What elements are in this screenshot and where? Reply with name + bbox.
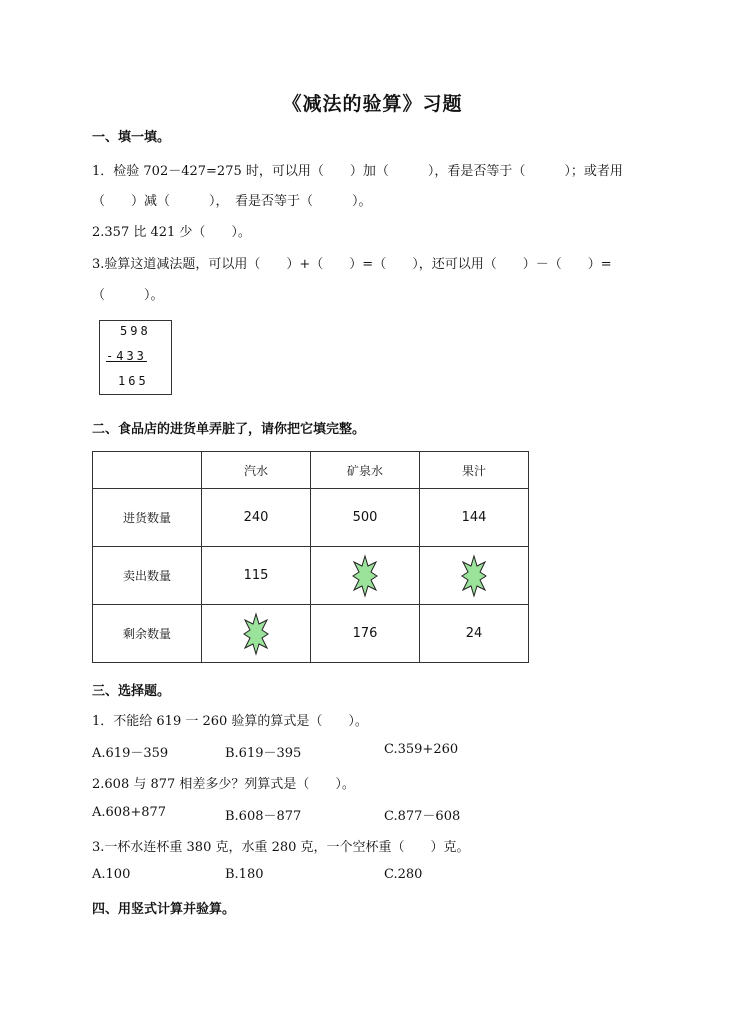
table-header-soda: 汽水 (202, 452, 311, 489)
table-row (93, 489, 529, 547)
section1-q3-line1: 3.验算这道减法题，可以用（ ）+（ ）=（ ），还可以用（ ）－（ ）= (92, 257, 612, 272)
section1-q1-line2: （ ）减（ ）， 看是否等于（ ）。 (92, 194, 372, 209)
stain-burst-icon (352, 554, 378, 598)
inventory-table (92, 451, 529, 663)
section1-q1-line1: 1．检验 702－427=275 时，可以用（ ）加（ ），看是否等于（ ）；或者用 (92, 164, 623, 179)
q1-option-c: C.359+260 (384, 742, 459, 757)
q3-option-a: A.100 (92, 867, 131, 882)
q1-option-b: B.619－395 (225, 746, 302, 761)
section2-heading: 二、食品店的进货单弄脏了，请你把它填完整。 (92, 422, 366, 437)
q2-option-c: C.877－608 (384, 809, 461, 824)
q3-option-c: C.280 (384, 867, 423, 882)
table-header-empty (93, 452, 202, 489)
stain-burst-icon (461, 554, 487, 598)
table-header-juice: 果汁 (420, 452, 529, 489)
stain-burst-icon (243, 612, 269, 656)
calc-difference: 165 (118, 374, 149, 388)
table-header-water: 矿泉水 (311, 452, 420, 489)
page-title: 《减法的验算》习题 (282, 93, 463, 115)
cell-stock-water: 500 (311, 489, 420, 547)
section3-q2: 2.608 与 877 相差多少？列算式是（ ）。 (92, 777, 355, 792)
q2-option-b: B.608－877 (225, 809, 302, 824)
cell-stock-soda: 240 (202, 489, 311, 547)
cell-sold-water (311, 547, 420, 605)
cell-remaining-soda (202, 605, 311, 663)
calc-minuend: 598 (120, 324, 151, 338)
row-label-stock: 进货数量 (93, 489, 202, 547)
section4-heading: 四、用竖式计算并验算。 (92, 902, 236, 917)
calc-subtrahend: -433 (106, 349, 147, 363)
cell-sold-juice (420, 547, 529, 605)
subtraction-box (99, 320, 172, 395)
table-row (93, 605, 529, 663)
section1-heading: 一、填一填。 (92, 130, 171, 145)
q1-option-a: A.619－359 (92, 746, 169, 761)
section1-q3-line2: （ ）。 (92, 288, 164, 303)
section1-q2: 2.357 比 421 少（ ）。 (92, 225, 251, 240)
section3-q3: 3.一杯水连杯重 380 克，水重 280 克，一个空杯重（ ）克。 (92, 840, 470, 855)
row-label-sold: 卖出数量 (93, 547, 202, 605)
section3-heading: 三、选择题。 (92, 684, 171, 699)
table-row (93, 547, 529, 605)
q3-option-b: B.180 (225, 867, 264, 882)
q2-option-a: A.608+877 (92, 805, 167, 820)
cell-remaining-water: 176 (311, 605, 420, 663)
cell-stock-juice: 144 (420, 489, 529, 547)
cell-sold-soda: 115 (202, 547, 311, 605)
section3-q1: 1．不能给 619 一 260 验算的算式是（ ）。 (92, 714, 368, 729)
cell-remaining-juice: 24 (420, 605, 529, 663)
row-label-remaining: 剩余数量 (93, 605, 202, 663)
